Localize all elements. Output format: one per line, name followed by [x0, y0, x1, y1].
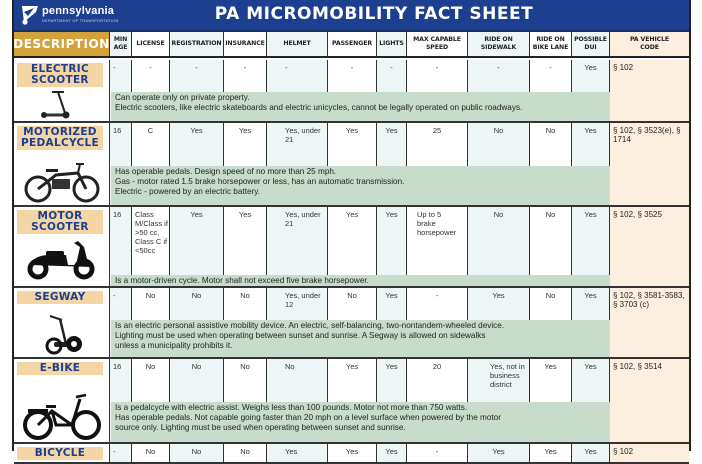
cell-vehicle-code: § 102, § 3525 [610, 207, 689, 286]
col-header-possible-dui: POSSIBLE DUI [572, 32, 610, 58]
cell-max-speed: - [407, 288, 468, 357]
cell-lights: Yes [377, 288, 407, 357]
cell-passenger: Yes [328, 207, 377, 286]
cell-bike-lane: - [530, 60, 572, 121]
cell-license: No [132, 288, 170, 357]
table-row [14, 444, 689, 464]
cell-vehicle-code: § 102, § 3514 [610, 359, 689, 442]
vehicle-note: Is a motor-driven cycle. Motor shall not exceed five brake horsepower. [111, 275, 610, 286]
cell-passenger: No [328, 288, 377, 357]
cell-passenger: Yes [328, 359, 377, 442]
cell-dui: Yes [572, 359, 610, 442]
cell-license: C [132, 123, 170, 205]
cell-dui: Yes [572, 444, 610, 462]
cell-vehicle-code: § 102, § 3523(e), § 1714 [610, 123, 689, 205]
vehicle-type-label: E-BIKE [17, 362, 103, 375]
cell-bike-lane: Yes [530, 444, 572, 462]
cell-insurance: No [224, 444, 267, 462]
logo-subtitle: DEPARTMENT OF TRANSPORTATION [42, 18, 119, 23]
vehicle-type-label: SEGWAY [17, 291, 103, 304]
cell-insurance: - [224, 60, 267, 121]
cell-max-speed: 20 [407, 359, 468, 442]
col-header-description: DESCRIPTION [14, 32, 110, 58]
vehicle-note: Can operate only on private property. Electric scooters, like electric skateboards and electric unicycles, cannot be legally operated on public roadways. [111, 92, 610, 121]
vehicle-description-cell [14, 444, 110, 462]
vehicle-type-label: MOTOR SCOOTER [17, 210, 103, 234]
cell-sidewalk: No [468, 207, 530, 286]
col-header-bike-lane: RIDE ON BIKE LANE [530, 32, 572, 58]
electric-scooter-icon [22, 90, 102, 125]
cell-lights: Yes [377, 123, 407, 205]
table-row [14, 60, 689, 123]
cell-passenger: Yes [328, 123, 377, 205]
cell-sidewalk: - [468, 60, 530, 121]
cell-max-speed: 25 [407, 123, 468, 205]
cell-helmet: - [267, 60, 328, 121]
logo-wordmark: pennsylvania [42, 5, 115, 17]
cell-bike-lane: No [530, 288, 572, 357]
cell-min-age: - [110, 288, 132, 357]
cell-helmet: No [267, 359, 328, 442]
cell-registration: No [170, 444, 224, 462]
table-row [14, 288, 689, 359]
keystone-logo-icon [20, 4, 40, 26]
cell-lights: Yes [377, 207, 407, 286]
cell-min-age: - [110, 444, 132, 462]
cell-vehicle-code: § 102 [610, 60, 689, 121]
vehicle-description-cell [14, 288, 110, 357]
cell-license: - [132, 60, 170, 121]
cell-dui: Yes [572, 60, 610, 121]
vehicle-type-label: BICYCLE [17, 447, 103, 460]
col-header-insurance: INSURANCE [224, 32, 267, 58]
cell-dui: Yes [572, 123, 610, 205]
penndot-logo [20, 4, 120, 28]
cell-dui: Yes [572, 288, 610, 357]
cell-bike-lane: No [530, 207, 572, 286]
cell-sidewalk: No [468, 123, 530, 205]
cell-min-age: 16 [110, 359, 132, 442]
motor-scooter-icon [22, 237, 102, 284]
title-banner [14, 0, 689, 32]
vehicle-note: Is an electric personal assistive mobility device. An electric, self-balancing, two-nontandem-wheeled device. Lighting must be used when operating between sunset and sunrise. A Segway is allowed on sidewalks unless a municipality prohibits it. [111, 320, 610, 357]
cell-dui: Yes [572, 207, 610, 286]
col-header-helmet: HELMET [267, 32, 328, 58]
vehicle-note: Is a pedalcycle with electric assist. Weighs less than 100 pounds. Motor not more than 750 watts. Has operable pedals. Not capable going faster than 20 mph on a level surface when powered by the motor source only. Lighting must be used when operating between sunset and sunrise. [111, 402, 610, 442]
cell-passenger: Yes [328, 444, 377, 462]
cell-registration: Yes [170, 207, 224, 286]
cell-insurance: No [224, 288, 267, 357]
cell-bike-lane: Yes [530, 359, 572, 442]
cell-insurance: No [224, 359, 267, 442]
e-bike-icon [22, 391, 102, 446]
vehicle-description-cell [14, 123, 110, 205]
col-header-passenger: PASSENGER [328, 32, 377, 58]
cell-sidewalk: Yes [468, 444, 530, 462]
col-header-license: LICENSE [132, 32, 170, 58]
col-header-registration: REGISTRATION [170, 32, 224, 58]
col-header-max-speed: MAX CAPABLE SPEED [407, 32, 468, 58]
cell-helmet: Yes, under 21 [267, 207, 328, 286]
col-header-lights: LIGHTS [377, 32, 407, 58]
cell-max-speed: - [407, 444, 468, 462]
cell-registration: No [170, 288, 224, 357]
cell-registration: - [170, 60, 224, 121]
cell-vehicle-code: § 102, § 3581-3583, § 3703 (c) [610, 288, 689, 357]
cell-helmet: Yes, under 21 [267, 123, 328, 205]
vehicle-note: Has operable pedals. Design speed of no more than 25 mph. Gas - motor rated 1.5 brake horsepower or less, has an automatic transmission. Electric - powered by an electric battery. [111, 166, 610, 205]
cell-registration: Yes [170, 123, 224, 205]
table-row [14, 123, 689, 207]
vehicle-description-cell [14, 359, 110, 442]
cell-license: No [132, 444, 170, 462]
cell-vehicle-code: § 102 [610, 444, 689, 462]
segway-icon [22, 314, 102, 361]
table-row [14, 359, 689, 444]
fact-sheet [12, 0, 691, 459]
cell-lights: - [377, 60, 407, 121]
cell-insurance: Yes [224, 207, 267, 286]
cell-license: Class M/Class if >50 cc, Class C if <50cc [132, 207, 170, 286]
cell-sidewalk: Yes, not in business district [468, 359, 530, 442]
cell-insurance: Yes [224, 123, 267, 205]
moped-icon [22, 161, 102, 208]
cell-lights: Yes [377, 359, 407, 442]
cell-sidewalk: Yes [468, 288, 530, 357]
cell-max-speed: - [407, 60, 468, 121]
page-title: PA MICROMOBILITY FACT SHEET [214, 4, 534, 24]
cell-min-age: 16 [110, 207, 132, 286]
cell-passenger: - [328, 60, 377, 121]
col-header-sidewalk: RIDE ON SIDEWALK [468, 32, 530, 58]
cell-min-age: 16 [110, 123, 132, 205]
cell-max-speed: Up to 5 brake horsepower [407, 207, 468, 286]
cell-helmet: Yes [267, 444, 328, 462]
vehicle-type-label: ELECTRIC SCOOTER [17, 63, 103, 87]
cell-license: No [132, 359, 170, 442]
cell-registration: No [170, 359, 224, 442]
vehicle-description-cell [14, 60, 110, 121]
cell-bike-lane: No [530, 123, 572, 205]
vehicle-description-cell [14, 207, 110, 286]
cell-min-age: - [110, 60, 132, 121]
col-header-vehicle-code: PA VEHICLE CODE [610, 32, 689, 58]
table-row [14, 207, 689, 288]
cell-lights: Yes [377, 444, 407, 462]
col-header-min-age: MIN AGE [110, 32, 132, 58]
vehicle-type-label: MOTORIZED PEDALCYCLE [17, 126, 103, 150]
cell-helmet: Yes, under 12 [267, 288, 328, 357]
